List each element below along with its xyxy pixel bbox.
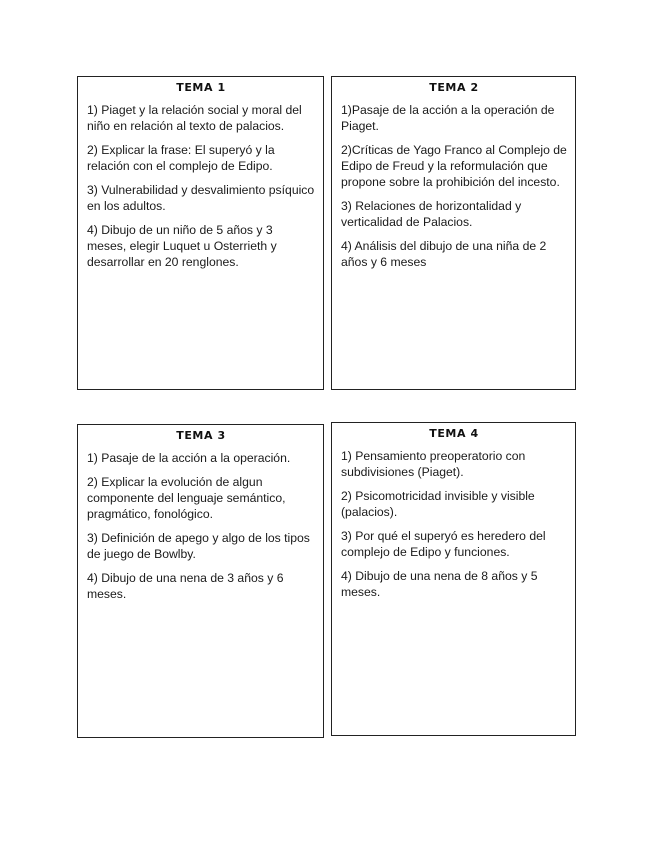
tema-3-card xyxy=(77,424,324,738)
tema-2-question-3: 3) Relaciones de horizontalidad y verticalidad de Palacios. xyxy=(341,199,522,229)
tema-2-question-2: 2)Críticas de Yago Franco al Complejo de Edipo de Freud y la reformulación que propone sobre la prohibición del incesto. xyxy=(341,143,567,189)
tema-2-question-list xyxy=(341,102,567,270)
tema-1-question-4: 4) Dibujo de un niño de 5 años y 3 meses, elegir Luquet u Osterrieth y desarrollar en 20 renglones. xyxy=(87,223,277,269)
tema-1-question-2: 2) Explicar la frase: El superyó y la relación con el complejo de Edipo. xyxy=(87,143,275,173)
tema-3-question-4: 4) Dibujo de una nena de 3 años y 6 meses. xyxy=(87,571,284,601)
tema-4-question-1: 1) Pensamiento preoperatorio con subdivisiones (Piaget). xyxy=(341,449,526,479)
tema-4-title: TEMA 4 xyxy=(429,427,479,440)
tema-4-question-list xyxy=(341,448,567,600)
tema-3-title: TEMA 3 xyxy=(176,429,226,442)
tema-3-question-3: 3) Definición de apego y algo de los tipos de juego de Bowlby. xyxy=(87,531,310,561)
tema-4-question-2: 2) Psicomotricidad invisible y visible (palacios). xyxy=(341,489,535,519)
tema-1-question-3: 3) Vulnerabilidad y desvalimiento psíquico en los adultos. xyxy=(87,183,315,213)
tema-4-question-3: 3) Por qué el superyó es heredero del complejo de Edipo y funciones. xyxy=(341,529,546,559)
tema-2-title: TEMA 2 xyxy=(429,81,479,94)
tema-1-card xyxy=(77,76,324,390)
tema-1-question-list xyxy=(87,102,315,270)
tema-1-title: TEMA 1 xyxy=(176,81,226,94)
tema-2-question-1: 1)Pasaje de la acción a la operación de Piaget. xyxy=(341,103,555,133)
tema-3-question-list xyxy=(87,450,315,602)
tema-4-card xyxy=(331,422,576,736)
tema-3-question-1: 1) Pasaje de la acción a la operación. xyxy=(87,451,291,465)
tema-3-question-2: 2) Explicar la evolución de algun componente del lenguaje semántico, pragmático, fonológico. xyxy=(87,475,286,521)
tema-4-question-4: 4) Dibujo de una nena de 8 años y 5 meses. xyxy=(341,569,538,599)
tema-2-question-4: 4) Análisis del dibujo de una niña de 2 años y 6 meses xyxy=(341,239,547,269)
tema-1-question-1: 1) Piaget y la relación social y moral del niño en relación al texto de palacios. xyxy=(87,103,302,133)
tema-2-card xyxy=(331,76,576,390)
